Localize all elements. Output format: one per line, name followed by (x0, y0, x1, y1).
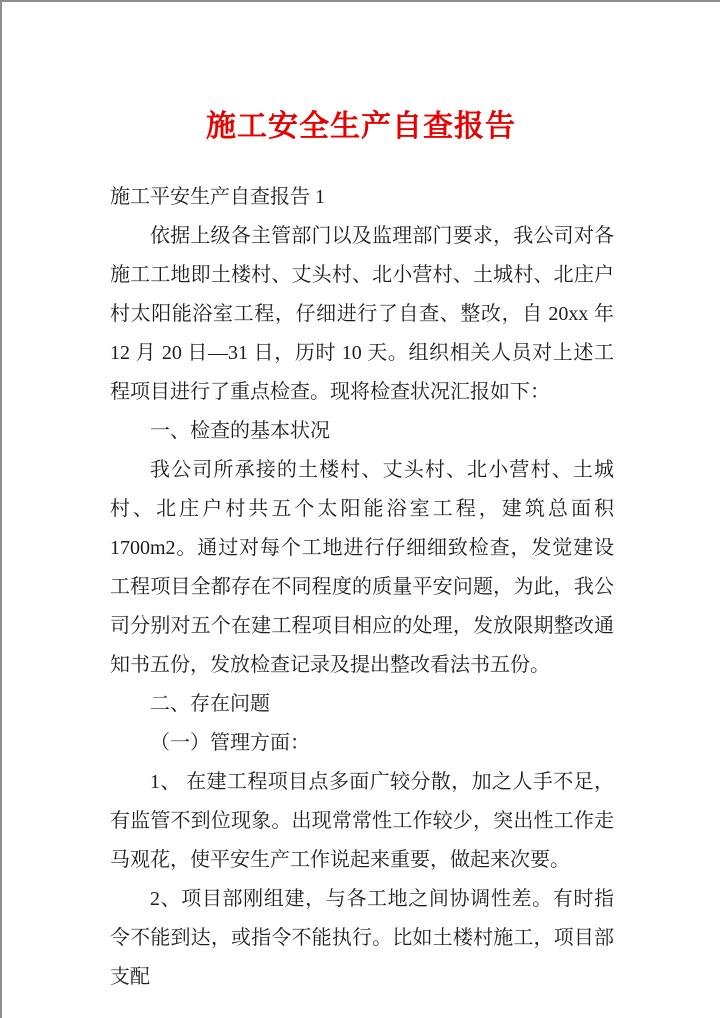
document-body (2, 178, 720, 997)
section-heading-1: 一、检查的基本状况 (150, 420, 330, 442)
paragraph-inspection-overview: 我公司所承接的土楼村、丈头村、北小营村、土城村、北庄户村共五个太阳能浴室工程，建筑总面积 1700m2。通过对每个工地进行仔细细致检查，发觉建设工程项目全都存在不同程度的质量平安问题，为此，我公司分别对五个在建工程项目相应的处理，发放限期整改通知书五份，发放检查记录及提出整改看法书五份。 (110, 459, 614, 676)
paragraph-subtitle: 施工平安生产自查报告 1 (110, 186, 325, 208)
document-title: 施工安全生产自查报告 (206, 110, 516, 143)
paragraph-issue-1: 1、 在建工程项目点多面广较分散，加之人手不足，有监管不到位现象。出现常常性工作较少，突出性工作走马观花，使平安生产工作说起来重要，做起来次要。 (110, 771, 614, 871)
paragraph-intro: 依据上级各主管部门以及监理部门要求，我公司对各施工工地即土楼村、丈头村、北小营村、土城村、北庄户村太阳能浴室工程，仔细进行了自查、整改，自 20xx 年 12 月 20 日—31 日，历时 10 天。组织相关人员对上述工程项目进行了重点检查。现将检查状况汇报如下： (110, 225, 614, 403)
paragraph-issue-2: 2、项目部刚组建，与各工地之间协调性差。有时指令不能到达，或指令不能执行。比如土楼村施工，项目部支配 (110, 888, 614, 988)
section-heading-2: 二、存在问题 (150, 693, 270, 715)
subsection-heading-management: （一）管理方面： (150, 732, 310, 754)
